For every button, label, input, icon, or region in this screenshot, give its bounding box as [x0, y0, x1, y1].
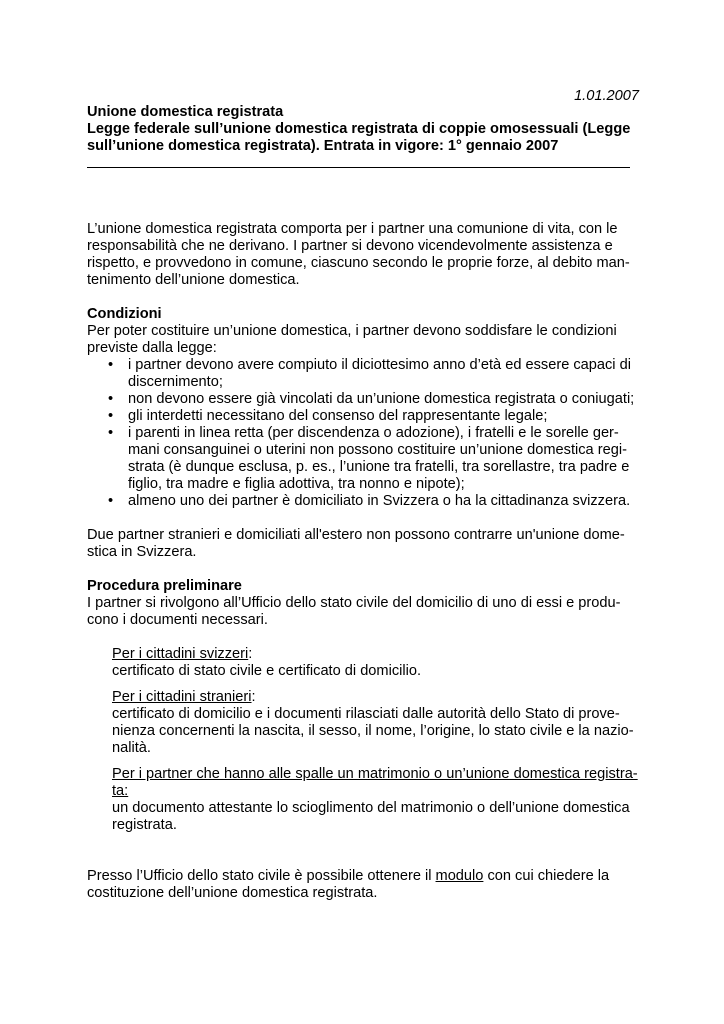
previous-union-label: Per i partner che hanno alle spalle un matrimonio o un’unione domestica registra-: [112, 766, 638, 782]
list-item: [87, 493, 639, 510]
list-item: [87, 391, 639, 408]
list-item-line: i parenti in linea retta (per discendenza o adozione), i fratelli e le sorelle ger-: [128, 425, 619, 441]
procedure-section: [87, 578, 639, 834]
closing-line: [87, 868, 639, 885]
spacer: [87, 834, 639, 868]
foreign-citizens-label-line: [112, 689, 639, 706]
header-law-line-1: Legge federale sull’unione domestica registrata di coppie omosessuali (Legge: [87, 121, 631, 137]
list-item: [87, 425, 639, 493]
spacer: [87, 680, 639, 689]
spacer: [87, 561, 639, 578]
conditions-section: [87, 306, 639, 510]
intro-line: rispetto, e provvedono in comune, ciascuno secondo le proprie forze, al debito man-: [87, 255, 630, 271]
bullet-icon: •: [108, 357, 114, 373]
bullet-icon: •: [108, 391, 114, 407]
spacer: [87, 289, 639, 306]
procedure-intro-line: I partner si rivolgono all’Ufficio dello stato civile del domicilio di uno di essi e produ-: [87, 595, 621, 611]
foreign-citizens-text: certificato di domicilio e i documenti rilasciati dalle autorità dello Stato di prove-: [112, 706, 620, 722]
list-item-line: almeno uno dei partner è domiciliato in Svizzera o ha la cittadinanza svizzera.: [128, 493, 631, 509]
previous-union-label: ta:: [112, 783, 129, 799]
conditions-list: [87, 357, 639, 510]
label-colon: :: [248, 646, 253, 662]
list-item: [87, 357, 639, 391]
swiss-citizens-label: Per i cittadini svizzeri: [112, 646, 249, 662]
list-item-line: figlio, tra madre e figlia adottiva, tra nonno e nipote);: [128, 476, 465, 492]
list-item: [87, 408, 639, 425]
form-link[interactable]: modulo: [435, 868, 484, 884]
conditions-heading: Condizioni: [87, 306, 162, 322]
bullet-icon: •: [108, 408, 114, 424]
foreign-citizens-text: nalità.: [112, 740, 151, 756]
conditions-intro-line: previste dalla legge:: [87, 340, 217, 356]
bullet-icon: •: [108, 493, 114, 509]
list-item-line: strata (è dunque esclusa, p. es., l’unione tra fratelli, tra sorellastre, tra padre e: [128, 459, 630, 475]
label-colon: :: [251, 689, 256, 705]
previous-union-block: [87, 766, 639, 834]
document-header: [87, 104, 639, 155]
procedure-heading: Procedura preliminare: [87, 578, 242, 594]
foreigners-line: Due partner stranieri e domiciliati all'estero non possono contrarre un'unione dome-: [87, 527, 625, 543]
list-item-line: mani consanguinei o uterini non possono costituire un’unione domestica regi-: [128, 442, 627, 458]
bullet-icon: •: [108, 425, 114, 441]
intro-paragraph: [87, 221, 639, 289]
list-item-line: i partner devono avere compiuto il diciottesimo anno d’età ed essere capaci di: [128, 357, 631, 373]
document-body: [87, 221, 639, 902]
list-item-line: non devono essere già vincolati da un’unione domestica registrata o coniugati;: [128, 391, 635, 407]
list-item-line: gli interdetti necessitano del consenso del rappresentante legale;: [128, 408, 548, 424]
swiss-citizens-text: certificato di stato civile e certificato di domicilio.: [112, 663, 422, 679]
foreign-citizens-text: nienza concernenti la nascita, il sesso, il nome, l’origine, lo stato civile e la nazio-: [112, 723, 634, 739]
closing-text: Presso l’Ufficio dello stato civile è possibile ottenere il: [87, 868, 436, 884]
closing-text: con cui chiedere la: [483, 868, 610, 884]
intro-line: tenimento dell’unione domestica.: [87, 272, 300, 288]
swiss-citizens-block: [87, 646, 639, 680]
list-item-line: discernimento;: [128, 374, 223, 390]
header-law-line-2: sull’unione domestica registrata). Entrata in vigore: 1° gennaio 2007: [87, 138, 559, 154]
foreign-citizens-block: [87, 689, 639, 757]
intro-line: L’unione domestica registrata comporta per i partner una comunione di vita, con le: [87, 221, 618, 237]
spacer: [87, 510, 639, 527]
foreign-citizens-label: Per i cittadini stranieri: [112, 689, 252, 705]
header-title: Unione domestica registrata: [87, 104, 284, 120]
spacer: [87, 757, 639, 766]
previous-union-text: registrata.: [112, 817, 177, 833]
swiss-citizens-label-line: [112, 646, 639, 663]
closing-paragraph: [87, 868, 639, 902]
header-divider: [87, 167, 630, 168]
foreigners-paragraph: [87, 527, 639, 561]
spacer: [87, 629, 639, 646]
previous-union-text: un documento attestante lo scioglimento del matrimonio o dell’unione domestica: [112, 800, 630, 816]
intro-line: responsabilità che ne derivano. I partner si devono vicendevolmente assistenza e: [87, 238, 613, 254]
conditions-intro-line: Per poter costituire un’unione domestica, i partner devono soddisfare le condizioni: [87, 323, 617, 339]
procedure-intro-line: cono i documenti necessari.: [87, 612, 268, 628]
foreigners-line: stica in Svizzera.: [87, 544, 197, 560]
document-date: 1.01.2007: [574, 88, 639, 104]
closing-line: costituzione dell’unione domestica registrata.: [87, 885, 378, 901]
